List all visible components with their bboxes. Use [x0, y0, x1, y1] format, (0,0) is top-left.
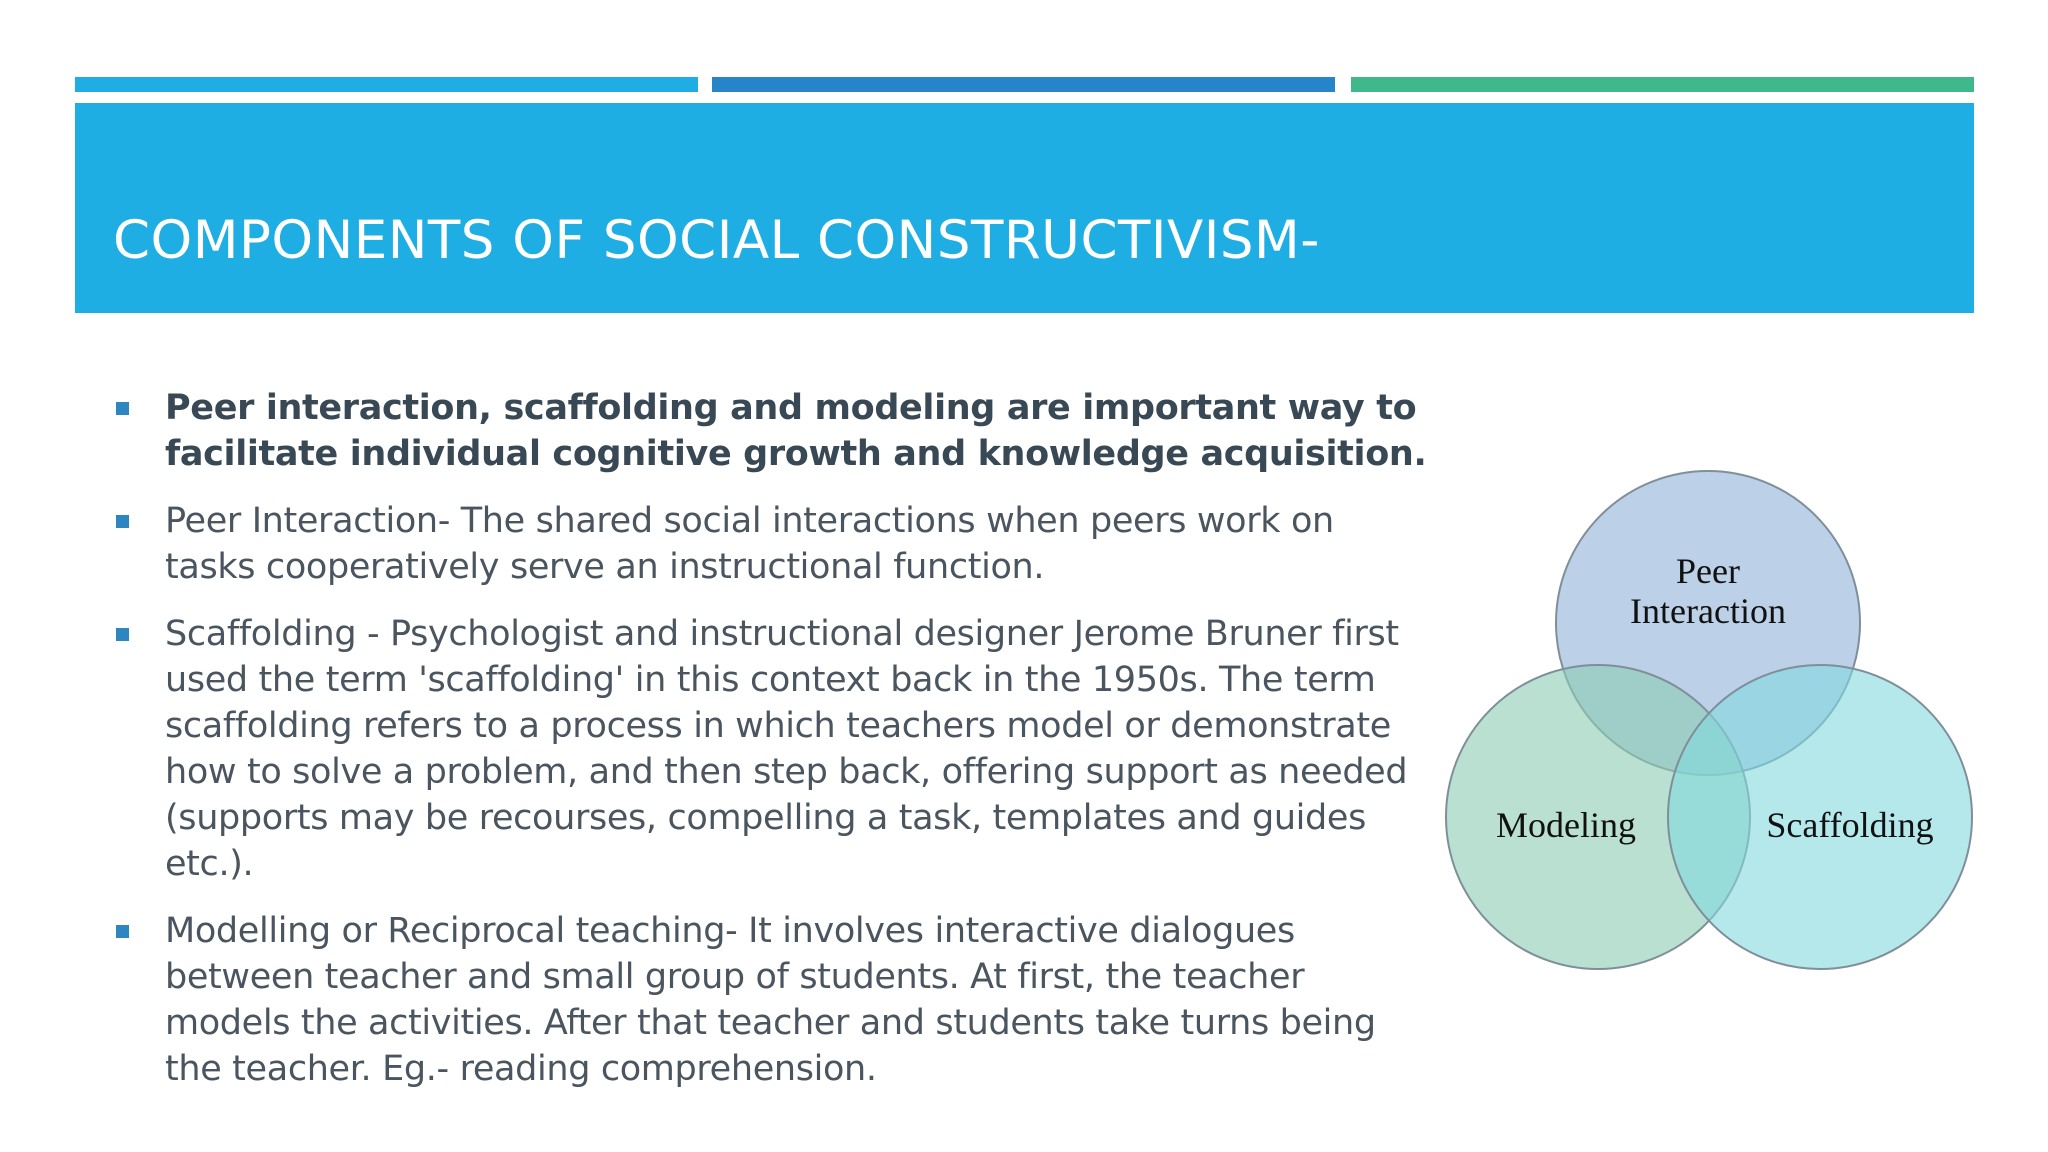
venn-label-interaction: Interaction [1630, 591, 1786, 631]
square-bullet-icon [116, 628, 129, 641]
bullet-item [114, 908, 1434, 1092]
bullet-item [114, 611, 1434, 887]
bullet-text: Modelling or Reciprocal teaching- It involves interactive dialogues between teacher and small group of students. At first, the teacher models the activities. After that teacher and students take turns being the teacher. Eg.- reading comprehension. [165, 911, 1376, 1089]
accent-bar-green [1351, 77, 1974, 92]
square-bullet-icon [116, 515, 129, 528]
venn-label-peer: Peer [1676, 551, 1740, 591]
bullet-text: Scaffolding - Psychologist and instructional designer Jerome Bruner first used the term 'scaffolding' in this context back in the 1950s. The term scaffolding refers to a process in which teachers model or demonstrate how to solve a problem, and then step back, offering support as needed (supports may be recourses, compelling a task, templates and guides etc.). [165, 614, 1408, 884]
square-bullet-icon [116, 402, 129, 415]
venn-label-scaffolding: Scaffolding [1766, 805, 1934, 845]
venn-diagram [1440, 465, 1980, 975]
title-band [75, 103, 1974, 313]
venn-label-modeling: Modeling [1496, 805, 1636, 845]
bullet-item [114, 385, 1434, 477]
bullet-text: Peer Interaction- The shared social interactions when peers work on tasks cooperatively serve an instructional function. [165, 501, 1334, 587]
accent-bar-light-blue [75, 77, 698, 92]
bullet-item [114, 498, 1434, 590]
bullet-text: Peer interaction, scaffolding and modeling are important way to facilitate individual cognitive growth and knowledge acquisition. [165, 388, 1427, 474]
bullet-list [114, 385, 1434, 1113]
square-bullet-icon [116, 925, 129, 938]
accent-bar-dark-blue [712, 77, 1335, 92]
slide-title: COMPONENTS OF SOCIAL CONSTRUCTIVISM- [113, 210, 1320, 271]
